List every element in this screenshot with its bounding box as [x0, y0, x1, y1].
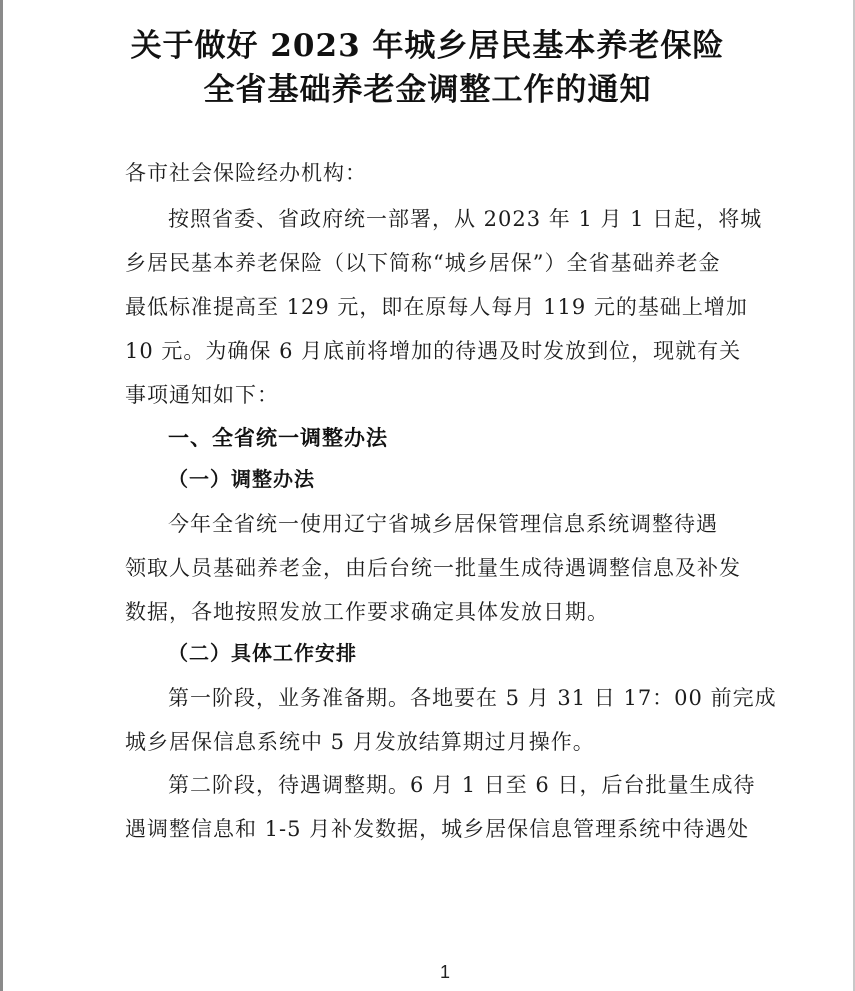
subsection-1-line-1: 今年全省统一使用辽宁省城乡居保管理信息系统调整待遇: [168, 512, 718, 536]
salutation: 各市社会保险经办机构：: [125, 161, 367, 185]
intro-line-5: 事项通知如下：: [125, 383, 279, 407]
intro-line-2: 乡居民基本养老保险（以下简称“城乡居保”）全省基础养老金: [125, 251, 721, 275]
page-left-edge: [0, 0, 3, 991]
section-1-heading: 一、全省统一调整办法: [168, 426, 388, 450]
subsection-1-heading: （一）调整办法: [168, 467, 315, 491]
page-number: 1: [439, 962, 450, 982]
stage-1-line-1: 第一阶段，业务准备期。各地要在 5 月 31 日 17：00 前完成: [168, 686, 777, 710]
subsection-1-line-3: 数据，各地按照发放工作要求确定具体发放日期。: [125, 600, 609, 624]
intro-line-1: 按照省委、省政府统一部署，从 2023 年 1 月 1 日起，将城: [168, 207, 763, 231]
document-title-line-2: 全省基础养老金调整工作的通知: [203, 72, 652, 108]
subsection-2-heading: （二）具体工作安排: [168, 641, 357, 665]
stage-2-line-2: 遇调整信息和 1-5 月补发数据，城乡居保信息管理系统中待遇处: [125, 817, 750, 841]
stage-2-line-1: 第二阶段，待遇调整期。6 月 1 日至 6 日，后台批量生成待: [168, 773, 756, 797]
intro-line-4: 10 元。为确保 6 月底前将增加的待遇及时发放到位，现就有关: [125, 339, 742, 363]
intro-line-3: 最低标准提高至 129 元，即在原每人每月 119 元的基础上增加: [125, 295, 748, 319]
subsection-1-line-2: 领取人员基础养老金，由后台统一批量生成待遇调整信息及补发: [125, 556, 741, 580]
stage-1-line-2: 城乡居保信息系统中 5 月发放结算期过月操作。: [125, 730, 595, 754]
document-title-line-1: 关于做好 2023 年城乡居民基本养老保险: [130, 28, 725, 64]
